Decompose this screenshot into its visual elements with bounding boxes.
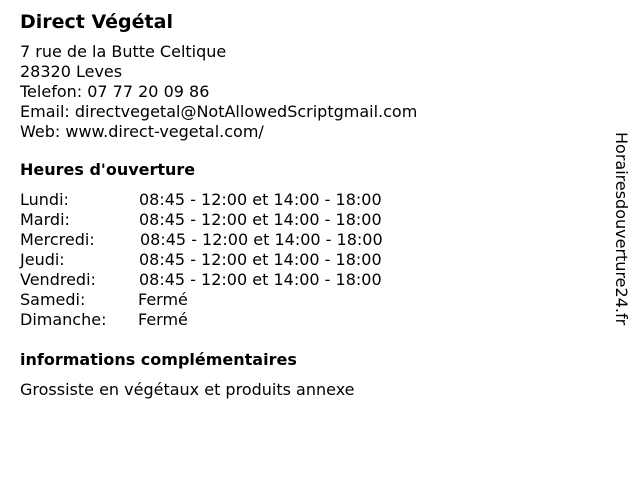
time-range: 08:45 - 12:00 et 14:00 - 18:00 [139,190,382,209]
day-label: Samedi: [20,290,86,309]
email-address: Email: directvegetal@NotAllowedScriptgmail.com [20,102,418,121]
hours-row-wednesday [20,230,600,250]
time-range: 08:45 - 12:00 et 14:00 - 18:00 [140,230,383,249]
hours-row-sunday [20,310,600,330]
day-label: Jeudi: [20,250,65,269]
hours-row-tuesday [20,210,600,230]
additional-info-text: Grossiste en végétaux et produits annexe [20,380,355,399]
hours-row-saturday [20,290,600,310]
hours-row-thursday [20,250,600,270]
additional-info-title: informations complémentaires [20,350,297,369]
opening-hours-list [20,190,600,330]
watermark-text: Horairesdouverture24.fr [612,132,631,326]
day-label: Mercredi: [20,230,95,249]
day-label: Lundi: [20,190,69,209]
hours-row-monday [20,190,600,210]
city-address: 28320 Leves [20,62,123,81]
phone-number: Telefon: 07 77 20 09 86 [20,82,210,101]
time-range: 08:45 - 12:00 et 14:00 - 18:00 [139,270,382,289]
website-address: Web: www.direct-vegetal.com/ [20,122,264,141]
time-range: Fermé [138,290,188,309]
day-label: Dimanche: [20,310,107,329]
site-watermark [603,132,640,372]
time-range: 08:45 - 12:00 et 14:00 - 18:00 [139,210,382,229]
contact-block [20,42,600,142]
day-label: Vendredi: [20,270,96,289]
hours-row-friday [20,270,600,290]
day-label: Mardi: [20,210,70,229]
opening-hours-title: Heures d'ouverture [20,160,196,179]
time-range: 08:45 - 12:00 et 14:00 - 18:00 [139,250,382,269]
business-name: Direct Végétal [20,11,173,33]
time-range: Fermé [138,310,188,329]
street-address: 7 rue de la Butte Celtique [20,42,227,61]
business-card [20,9,600,400]
